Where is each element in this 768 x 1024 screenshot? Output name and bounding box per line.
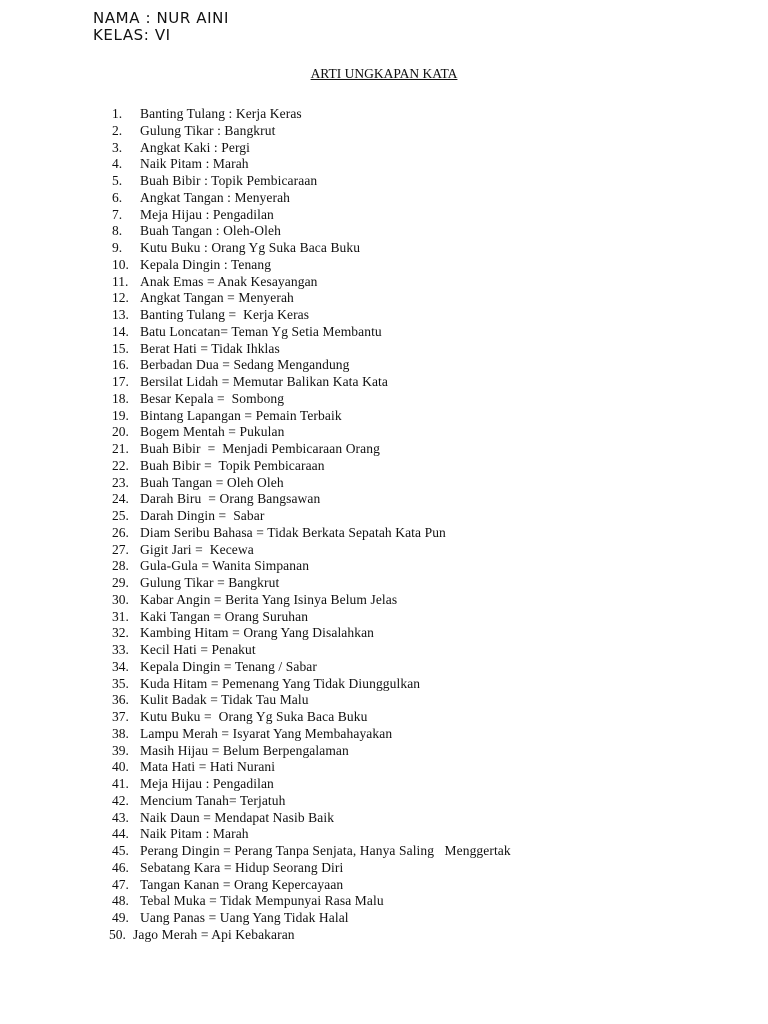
list-item-number: 39.: [112, 742, 129, 758]
list-item-text: Perang Dingin = Perang Tanpa Senjata, Hanya Saling Menggertak: [140, 843, 511, 858]
list-item: [112, 475, 511, 492]
list-item: [112, 424, 511, 441]
list-item-number: 4.: [112, 156, 123, 172]
student-header: [93, 10, 229, 44]
list-item-number: 46.: [112, 859, 129, 875]
list-item-number: 11.: [112, 273, 129, 289]
list-item-text: Naik Pitam : Marah: [140, 826, 249, 842]
list-item-text: Kutu Buku : Orang Yg Suka Baca Buku: [140, 240, 361, 255]
list-item-text: Kepala Dingin = Tenang / Sabar: [140, 658, 317, 674]
list-item-number: 43.: [112, 809, 129, 825]
list-item-number: 27.: [112, 541, 129, 557]
student-class-line: KELAS: VI: [93, 26, 171, 44]
list-item-number: 34.: [112, 658, 129, 674]
list-item: [112, 156, 511, 173]
list-item-text: Tangan Kanan = Orang Kepercayaan: [140, 876, 344, 892]
list-item-number: 24.: [112, 491, 129, 507]
list-item-text: Banting Tulang : Kerja Keras: [140, 106, 302, 121]
list-item-number: 36.: [112, 692, 129, 708]
list-item: [112, 810, 511, 827]
list-item-text: Kutu Buku = Orang Yg Suka Baca Buku: [140, 709, 368, 724]
list-item-number: 32.: [112, 625, 129, 641]
list-item-text: Naik Daun = Mendapat Nasib Baik: [140, 809, 335, 825]
list-item-number: 22.: [112, 457, 129, 473]
list-item: [112, 508, 511, 525]
list-item: [112, 491, 511, 508]
list-item-number: 28.: [112, 558, 129, 574]
list-item-number: 20.: [112, 424, 129, 440]
list-item: [112, 659, 511, 676]
list-item-text: Angkat Kaki : Pergi: [140, 139, 251, 155]
list-item-number: 3.: [112, 139, 123, 155]
list-item: [112, 642, 511, 659]
list-item-number: 33.: [112, 642, 129, 657]
list-item-number: 17.: [112, 374, 129, 389]
list-item: [112, 910, 511, 927]
list-item-number: 26.: [112, 524, 129, 540]
list-item-number: 44.: [112, 826, 129, 842]
list-item: [112, 793, 511, 810]
list-item: [112, 240, 511, 257]
list-item-number: 29.: [112, 575, 129, 590]
list-item: [112, 190, 511, 207]
list-item-text: Masih Hijau = Belum Berpengalaman: [140, 742, 349, 758]
list-item-number: 15.: [112, 340, 129, 356]
list-item: [112, 609, 511, 626]
list-item-text: Buah Bibir : Topik Pembicaraan: [140, 173, 318, 188]
list-item: [112, 558, 511, 575]
list-item-number: 16.: [112, 357, 129, 373]
list-item-text: Kabar Angin = Berita Yang Isinya Belum Jelas: [140, 591, 398, 607]
list-item-text: Buah Tangan = Oleh Oleh: [140, 474, 284, 490]
list-item: [112, 324, 511, 341]
list-item-text: Banting Tulang = Kerja Keras: [140, 307, 310, 322]
list-item-number: 10.: [112, 256, 129, 272]
list-item-text: Kuda Hitam = Pemenang Yang Tidak Diunggulkan: [140, 675, 421, 691]
list-item-number: 21.: [112, 441, 129, 456]
list-item-text: Darah Biru = Orang Bangsawan: [140, 491, 321, 507]
list-item-number: 14.: [112, 323, 129, 339]
list-item: [112, 726, 511, 743]
list-item-number: 8.: [112, 223, 123, 239]
list-item-text: Sebatang Kara = Hidup Seorang Diri: [140, 859, 344, 875]
list-item-text: Gulung Tikar = Bangkrut: [140, 575, 280, 590]
list-item-number: 5.: [112, 173, 123, 188]
list-item-text: Kepala Dingin : Tenang: [140, 256, 272, 272]
idiom-list: [109, 106, 511, 944]
list-item-text: Batu Loncatan= Teman Yg Setia Membantu: [140, 323, 382, 339]
list-item-number: 6.: [112, 189, 123, 205]
list-item: [112, 307, 511, 324]
list-item-text: Kulit Badak = Tidak Tau Malu: [140, 692, 309, 708]
list-item: [112, 709, 511, 726]
list-item-number: 50.: [109, 926, 126, 942]
list-item-text: Berat Hati = Tidak Ihklas: [140, 340, 280, 356]
list-item: [112, 826, 511, 843]
list-item-text: Lampu Merah = Isyarat Yang Membahayakan: [140, 725, 393, 741]
list-item-text: Besar Kepala = Sombong: [140, 390, 285, 406]
list-item: [109, 926, 511, 944]
list-item-number: 35.: [112, 675, 129, 691]
list-item-number: 41.: [112, 776, 129, 791]
list-item-number: 37.: [112, 709, 129, 724]
list-item-number: 45.: [112, 843, 129, 858]
list-item: [112, 441, 511, 458]
list-item: [112, 274, 511, 291]
list-item-text: Gulung Tikar : Bangkrut: [140, 122, 276, 138]
list-item: [112, 123, 511, 140]
list-item: [112, 290, 511, 307]
list-item-text: Mata Hati = Hati Nurani: [140, 759, 276, 775]
list-item-text: Uang Panas = Uang Yang Tidak Halal: [140, 910, 349, 925]
list-item-number: 30.: [112, 591, 129, 607]
list-item-number: 2.: [112, 122, 123, 138]
list-item-number: 48.: [112, 893, 129, 909]
list-item-text: Buah Bibir = Topik Pembicaraan: [140, 457, 325, 473]
list-item-number: 23.: [112, 474, 129, 490]
list-item-number: 13.: [112, 307, 129, 322]
list-item-number: 47.: [112, 876, 129, 892]
list-item-text: Kecil Hati = Penakut: [140, 642, 256, 657]
list-item: [112, 173, 511, 190]
list-item-number: 7.: [112, 206, 123, 222]
list-item: [112, 893, 511, 910]
list-item: [112, 575, 511, 592]
list-item: [112, 391, 511, 408]
list-item-text: Anak Emas = Anak Kesayangan: [140, 273, 318, 289]
list-item: [112, 776, 511, 793]
list-item: [112, 692, 511, 709]
list-item-number: 25.: [112, 508, 129, 523]
list-item-text: Mencium Tanah= Terjatuh: [140, 792, 286, 808]
list-item: [112, 592, 511, 609]
list-item-text: Angkat Tangan = Menyerah: [140, 290, 294, 306]
list-item: [112, 625, 511, 642]
list-item: [112, 140, 511, 157]
list-item-text: Meja Hijau : Pengadilan: [140, 206, 274, 222]
list-item: [112, 374, 511, 391]
list-item: [112, 458, 511, 475]
list-item-number: 31.: [112, 608, 129, 624]
list-item: [112, 341, 511, 358]
list-item-text: Kaki Tangan = Orang Suruhan: [140, 608, 309, 624]
list-item-number: 49.: [112, 910, 129, 925]
list-item-number: 18.: [112, 390, 129, 406]
document-title-block: [0, 66, 768, 82]
list-item-text: Buah Tangan : Oleh-Oleh: [140, 223, 281, 239]
list-item: [112, 743, 511, 760]
list-item: [112, 207, 511, 224]
list-item-number: 1.: [112, 106, 123, 121]
list-item: [112, 877, 511, 894]
list-item: [112, 843, 511, 860]
list-item-number: 42.: [112, 792, 129, 808]
list-item: [112, 860, 511, 877]
list-item-text: Diam Seribu Bahasa = Tidak Berkata Sepatah Kata Pun: [140, 524, 446, 540]
list-item: [112, 676, 511, 693]
list-item-text: Angkat Tangan : Menyerah: [140, 189, 291, 205]
list-item: [112, 408, 511, 425]
list-item-text: Jago Merah = Api Kebakaran: [133, 926, 295, 942]
list-item-number: 9.: [112, 240, 123, 255]
student-name-line: NAMA : NUR AINI: [93, 9, 229, 27]
list-item-text: Buah Bibir = Menjadi Pembicaraan Orang: [140, 441, 380, 456]
list-item: [112, 542, 511, 559]
list-item-number: 38.: [112, 725, 129, 741]
list-item-text: Bersilat Lidah = Memutar Balikan Kata Kata: [140, 374, 388, 389]
list-item: [112, 357, 511, 374]
list-item-text: Bintang Lapangan = Pemain Terbaik: [140, 407, 342, 423]
list-item-text: Kambing Hitam = Orang Yang Disalahkan: [140, 625, 375, 641]
list-item: [112, 525, 511, 542]
list-item-text: Bogem Mentah = Pukulan: [140, 424, 285, 440]
list-item: [112, 106, 511, 123]
list-item-text: Naik Pitam : Marah: [140, 156, 249, 172]
list-item-text: Gula-Gula = Wanita Simpanan: [140, 558, 310, 574]
list-item-text: Berbadan Dua = Sedang Mengandung: [140, 357, 350, 373]
list-item: [112, 759, 511, 776]
list-item-text: Darah Dingin = Sabar: [140, 508, 265, 523]
list-item-number: 12.: [112, 290, 129, 306]
list-item-number: 19.: [112, 407, 129, 423]
list-item-text: Tebal Muka = Tidak Mempunyai Rasa Malu: [140, 893, 384, 909]
list-item: [112, 223, 511, 240]
list-item-text: Gigit Jari = Kecewa: [140, 541, 254, 557]
document-title: ARTI UNGKAPAN KATA: [310, 66, 458, 81]
list-item-number: 40.: [112, 759, 129, 775]
list-item-text: Meja Hijau : Pengadilan: [140, 776, 274, 791]
list-item: [112, 257, 511, 274]
